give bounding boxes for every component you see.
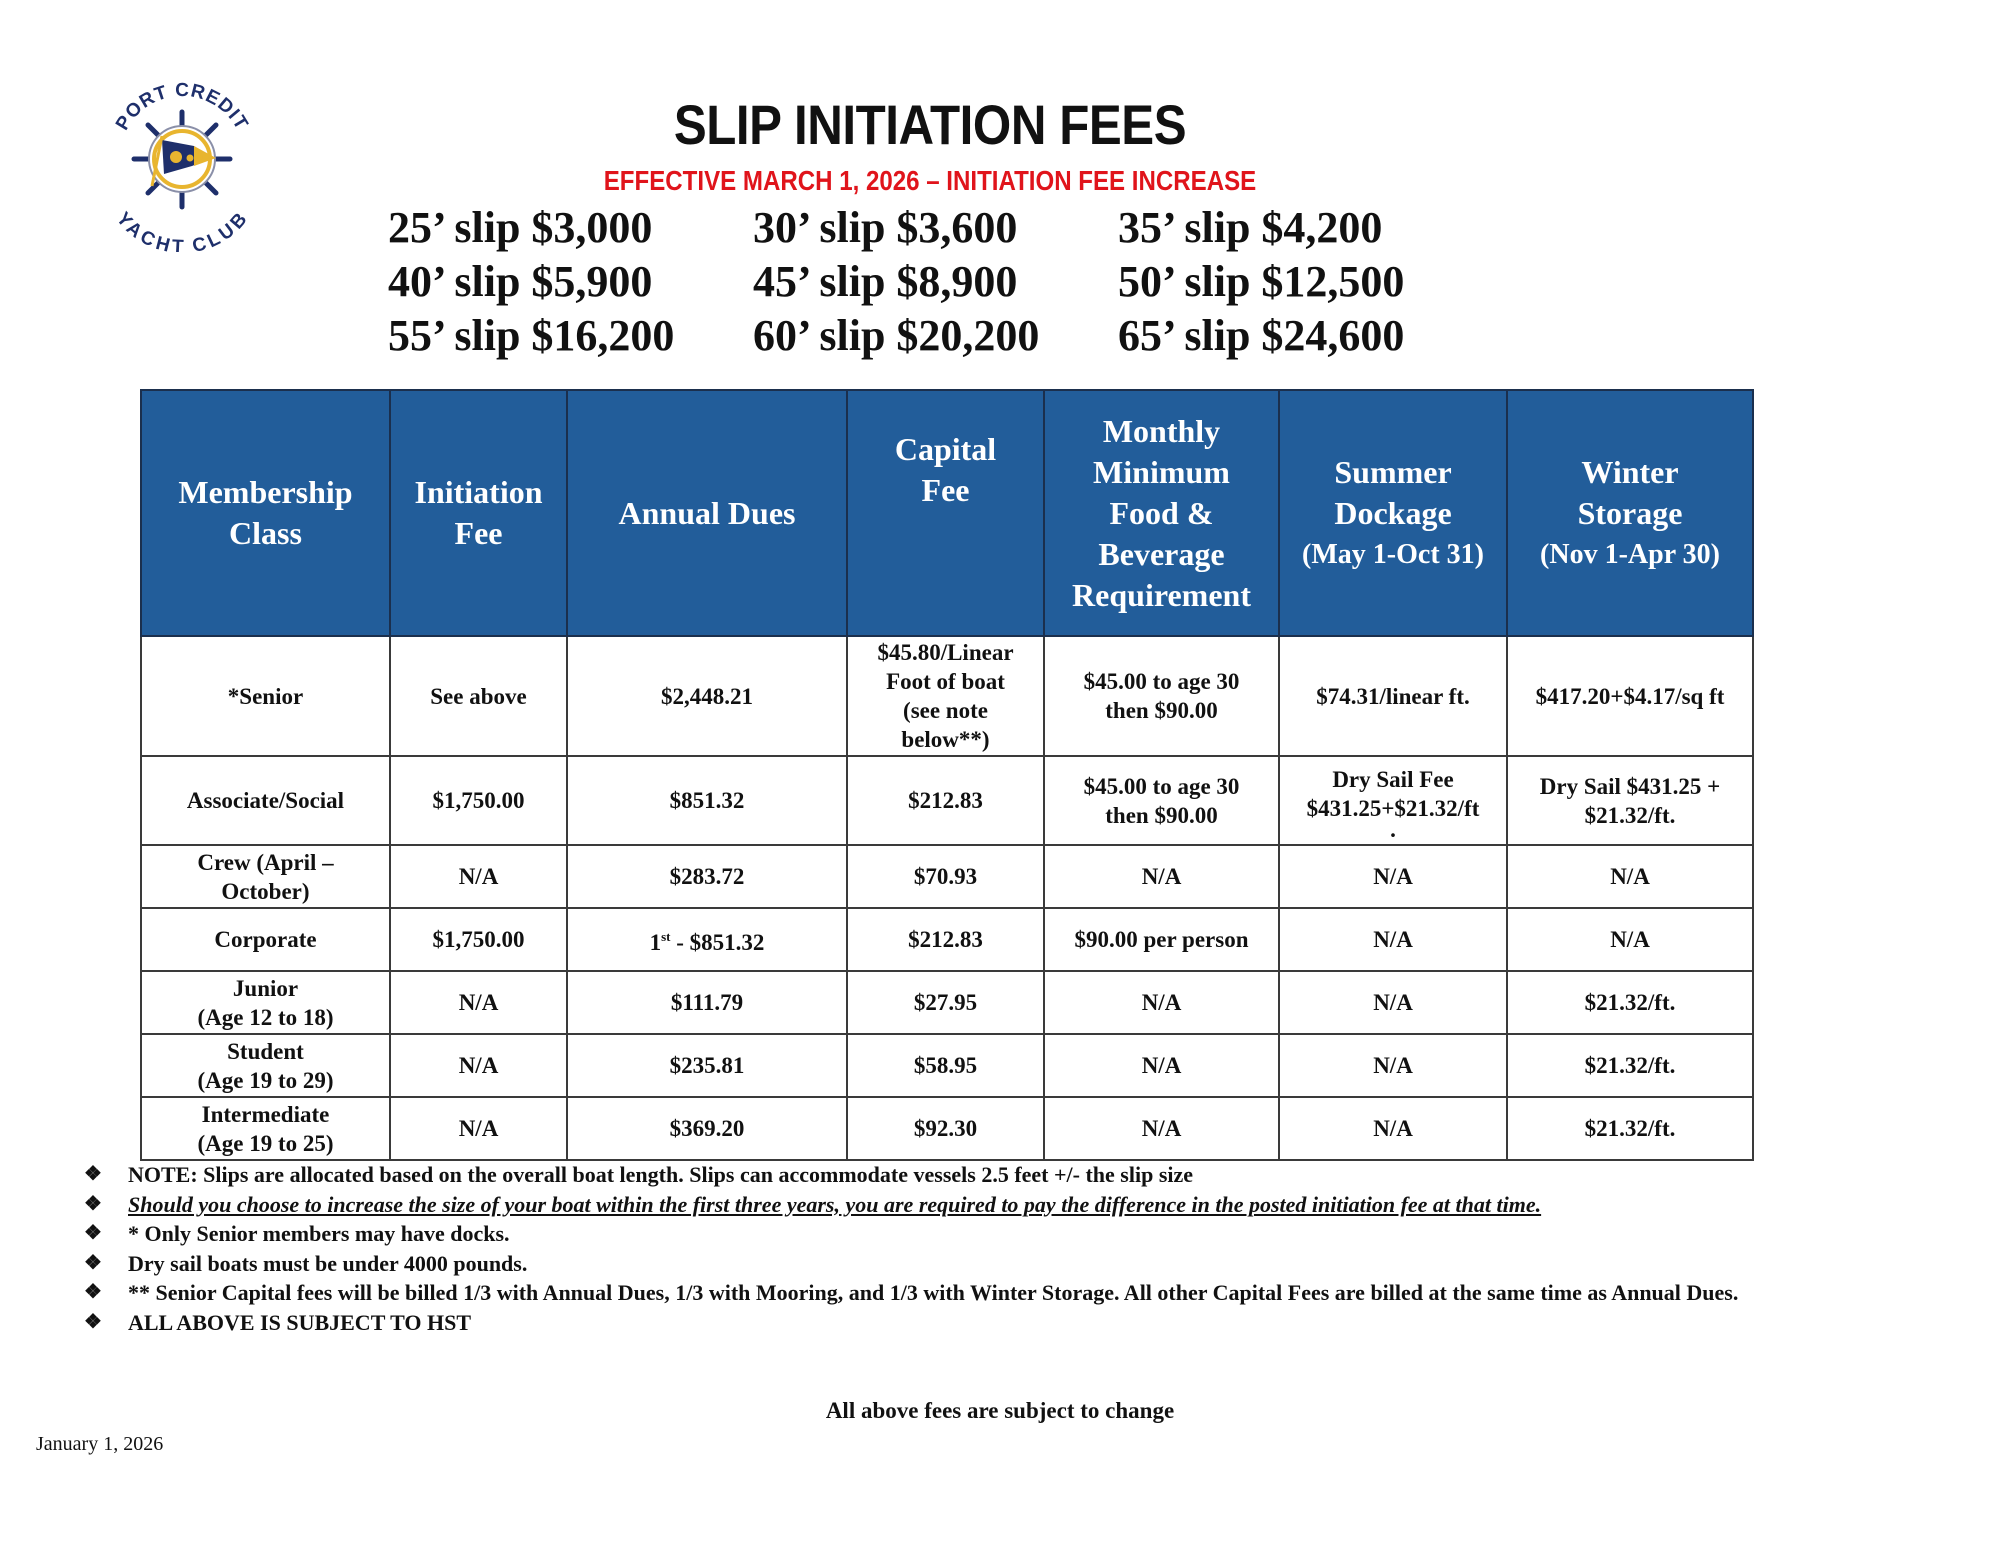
slip-fee-25: 25’ slip $3,000 bbox=[388, 202, 653, 252]
note-item-boat-upgrade: ❖ Should you choose to increase the size of your boat within the first three years, you are required to pay the difference in the posted initiation fee at that time. bbox=[84, 1190, 1984, 1220]
effective-date-subtitle: EFFECTIVE MARCH 1, 2026 – INITIATION FEE INCREASE bbox=[603, 165, 1257, 196]
ship-wheel-logo-icon bbox=[92, 62, 272, 252]
cell-winter: N/A bbox=[1507, 845, 1753, 908]
cell-initiation: N/A bbox=[390, 971, 567, 1034]
cell-dues: $111.79 bbox=[567, 971, 847, 1034]
col-header-winter-storage: Winter Storage (Nov 1-Apr 30) bbox=[1507, 390, 1753, 636]
cell-initiation: $1,750.00 bbox=[390, 756, 567, 845]
cell-winter: Dry Sail $431.25 + $21.32/ft. bbox=[1507, 756, 1753, 845]
cell-summer: N/A bbox=[1279, 1097, 1507, 1160]
cell-food: $90.00 per person bbox=[1044, 908, 1279, 971]
cell-capital: $27.95 bbox=[847, 971, 1044, 1034]
slip-fee-row bbox=[388, 308, 1498, 362]
cell-food: $45.00 to age 30 then $90.00 bbox=[1044, 636, 1279, 756]
cell-class: Student (Age 19 to 29) bbox=[141, 1034, 390, 1097]
cell-dues: $283.72 bbox=[567, 845, 847, 908]
cell-summer: N/A bbox=[1279, 845, 1507, 908]
cell-capital: $212.83 bbox=[847, 908, 1044, 971]
diamond-bullet-icon: ❖ bbox=[84, 1310, 102, 1333]
cell-capital: $70.93 bbox=[847, 845, 1044, 908]
col-header-summer-dockage: Summer Dockage (May 1-Oct 31) bbox=[1279, 390, 1507, 636]
fees-change-notice: All above fees are subject to change bbox=[825, 1398, 1175, 1423]
cell-dues: $369.20 bbox=[567, 1097, 847, 1160]
cell-food: N/A bbox=[1044, 1034, 1279, 1097]
slip-fee-50: 50’ slip $12,500 bbox=[1118, 256, 1405, 306]
diamond-bullet-icon: ❖ bbox=[84, 1192, 102, 1215]
cell-class: *Senior bbox=[141, 636, 390, 756]
slip-fee-40: 40’ slip $5,900 bbox=[388, 256, 653, 306]
slip-fee-35: 35’ slip $4,200 bbox=[1118, 202, 1383, 252]
note-item: ❖ * Only Senior members may have docks. bbox=[84, 1219, 1984, 1249]
cell-dues: $235.81 bbox=[567, 1034, 847, 1097]
table-row-associate-social bbox=[141, 756, 1753, 845]
slip-fee-65: 65’ slip $24,600 bbox=[1118, 310, 1405, 360]
cell-summer: N/A bbox=[1279, 908, 1507, 971]
cell-class: Corporate bbox=[141, 908, 390, 971]
col-header-membership-class: Membership Class bbox=[141, 390, 390, 636]
diamond-bullet-icon: ❖ bbox=[84, 1251, 102, 1274]
cell-summer: N/A bbox=[1279, 971, 1507, 1034]
note-item: ❖ ** Senior Capital fees will be billed 1/3 with Annual Dues, 1/3 with Mooring, and 1/3 with Winter Storage. All other Capital Fees are billed at the same time as Annual Dues. bbox=[84, 1278, 1984, 1308]
slip-fee-30: 30’ slip $3,600 bbox=[753, 202, 1018, 252]
table-row-crew bbox=[141, 845, 1753, 908]
slip-fee-60: 60’ slip $20,200 bbox=[753, 310, 1040, 360]
note-item: ❖ Dry sail boats must be under 4000 pounds. bbox=[84, 1249, 1984, 1279]
cell-capital: $92.30 bbox=[847, 1097, 1044, 1160]
diamond-bullet-icon: ❖ bbox=[84, 1222, 102, 1244]
table-row-junior bbox=[141, 971, 1753, 1034]
cell-food: N/A bbox=[1044, 845, 1279, 908]
cell-dues: $851.32 bbox=[567, 756, 847, 845]
col-header-capital-fee: Capital Fee bbox=[847, 390, 1044, 636]
cell-winter: $417.20+$4.17/sq ft bbox=[1507, 636, 1753, 756]
cell-class: Intermediate (Age 19 to 25) bbox=[141, 1097, 390, 1160]
svg-text:YACHT CLUB: YACHT CLUB bbox=[111, 208, 252, 252]
cell-food: N/A bbox=[1044, 971, 1279, 1034]
club-logo bbox=[92, 62, 272, 252]
slip-fee-grid bbox=[388, 200, 1498, 362]
col-header-initiation-fee: Initiation Fee bbox=[390, 390, 567, 636]
cell-winter: $21.32/ft. bbox=[1507, 1097, 1753, 1160]
table-row-senior bbox=[141, 636, 1753, 756]
table-row-student bbox=[141, 1034, 1753, 1097]
diamond-bullet-icon: ❖ bbox=[84, 1281, 102, 1303]
cell-initiation: See above bbox=[390, 636, 567, 756]
cell-food: N/A bbox=[1044, 1097, 1279, 1160]
membership-fees-table bbox=[140, 389, 1754, 1161]
fee-notes-list bbox=[84, 1160, 1984, 1337]
slip-fee-55: 55’ slip $16,200 bbox=[388, 310, 675, 360]
cell-initiation: N/A bbox=[390, 1097, 567, 1160]
cell-summer: $74.31/linear ft. bbox=[1279, 636, 1507, 756]
table-header-row bbox=[141, 390, 1753, 636]
cell-class: Associate/Social bbox=[141, 756, 390, 845]
cell-summer: Dry Sail Fee $431.25+$21.32/ft . bbox=[1279, 756, 1507, 845]
cell-initiation: N/A bbox=[390, 845, 567, 908]
note-item: ❖ ALL ABOVE IS SUBJECT TO HST bbox=[84, 1308, 1984, 1338]
cell-winter: N/A bbox=[1507, 908, 1753, 971]
cell-food: $45.00 to age 30 then $90.00 bbox=[1044, 756, 1279, 845]
slip-fee-row bbox=[388, 254, 1498, 308]
cell-dues: $2,448.21 bbox=[567, 636, 847, 756]
col-header-food-beverage: Monthly Minimum Food & Beverage Requirement bbox=[1044, 390, 1279, 636]
slip-fee-row bbox=[388, 200, 1498, 254]
table-row-corporate bbox=[141, 908, 1753, 971]
cell-winter: $21.32/ft. bbox=[1507, 971, 1753, 1034]
cell-summer: N/A bbox=[1279, 1034, 1507, 1097]
diamond-bullet-icon: ❖ bbox=[84, 1163, 102, 1185]
cell-capital: $58.95 bbox=[847, 1034, 1044, 1097]
cell-initiation: $1,750.00 bbox=[390, 908, 567, 971]
cell-class: Junior (Age 12 to 18) bbox=[141, 971, 390, 1034]
document-date: January 1, 2026 bbox=[36, 1433, 164, 1455]
slip-fee-45: 45’ slip $8,900 bbox=[753, 256, 1018, 306]
cell-capital: $45.80/Linear Foot of boat (see note below**) bbox=[847, 636, 1044, 756]
cell-class: Crew (April – October) bbox=[141, 845, 390, 908]
cell-winter: $21.32/ft. bbox=[1507, 1034, 1753, 1097]
page-title: SLIP INITIATION FEES bbox=[673, 93, 1187, 156]
table-row-intermediate bbox=[141, 1097, 1753, 1160]
col-header-annual-dues: Annual Dues bbox=[567, 390, 847, 636]
cell-capital: $212.83 bbox=[847, 756, 1044, 845]
cell-dues: 1st - $851.32 bbox=[567, 908, 847, 971]
cell-initiation: N/A bbox=[390, 1034, 567, 1097]
note-item: ❖ NOTE: Slips are allocated based on the overall boat length. Slips can accommodate vessels 2.5 feet +/- the slip size bbox=[84, 1160, 1984, 1190]
svg-text:PORT CREDIT: PORT CREDIT bbox=[111, 79, 253, 134]
